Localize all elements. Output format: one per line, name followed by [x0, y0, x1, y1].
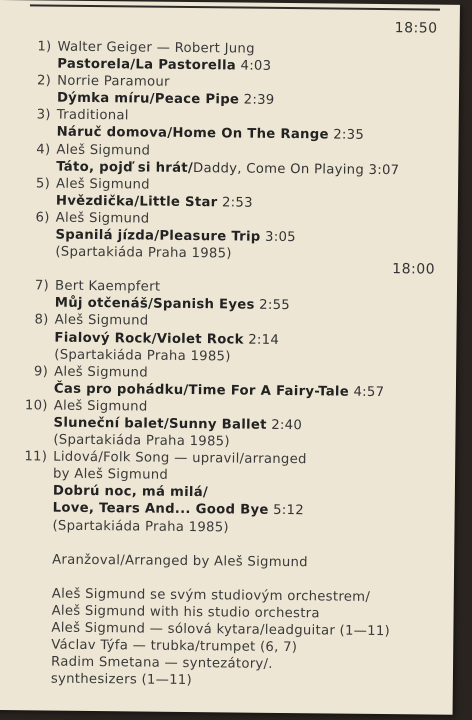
track-title: Dobrú noc, má milá/: [52, 483, 209, 501]
track-title: Můj otčenáš/Spanish Eyes: [54, 295, 255, 313]
track-duration: 2:35: [333, 127, 365, 144]
track-author: Norrie Paramour: [57, 73, 170, 90]
track-number: 5): [35, 176, 51, 192]
track-note: (Spartakiáda Praha 1985): [54, 347, 231, 365]
credit-line: Václav Týfa — trubka/trumpet (6, 7): [51, 637, 298, 656]
track-author: Aleš Sigmund: [55, 210, 150, 227]
track-duration: 2:55: [259, 298, 291, 314]
track-number: 8): [34, 312, 49, 328]
credit-line: Aleš Sigmund — sólová kytara/leadguitar (1—11): [51, 620, 391, 640]
track-number: 3): [36, 107, 51, 123]
track-title: Dýmka míru/Peace Pipe: [56, 90, 240, 108]
track-number: 1): [37, 39, 52, 55]
track-author: Walter Geiger — Robert Jung: [57, 39, 255, 57]
track-title: Sluneční balet/Sunny Ballet: [53, 415, 267, 433]
track-number: 7): [34, 278, 50, 294]
arranged-by: Aranžoval/Arranged by Aleš Sigmund: [52, 552, 308, 570]
track-title-continued: Love, Tears And... Good Bye: [52, 501, 269, 519]
side-a-time: 18:50: [394, 20, 438, 37]
track-number: 9): [33, 364, 49, 380]
track-author: Lidová/Folk Song — upravil/arranged: [53, 449, 307, 468]
credit-line: synthesizers (1—11): [50, 671, 193, 689]
track-duration: 3:05: [264, 229, 296, 246]
track-author: Aleš Sigmund: [54, 312, 149, 329]
track-duration: 2:39: [243, 92, 275, 109]
track-author: Traditional: [56, 107, 129, 124]
track-author: Bert Kaempfert: [54, 278, 161, 295]
track-author: Aleš Sigmund: [56, 142, 151, 159]
track-author: Aleš Sigmund: [55, 176, 150, 193]
track-title: Hvězdička/Little Star: [55, 193, 218, 211]
track-author-continued: by Aleš Sigmund: [52, 466, 169, 484]
track-duration: 5:12: [273, 503, 305, 519]
track-number: 11): [24, 449, 48, 465]
track-duration: 4:03: [240, 58, 272, 74]
track-note: (Spartakiáda Praha 1985): [53, 432, 230, 450]
top-rule: [30, 4, 440, 10]
track-list: [0, 38, 460, 692]
track-title: Spanilá jízda/Pleasure Trip: [55, 227, 261, 245]
track-note: (Spartakiáda Praha 1985): [52, 518, 230, 535]
track-title: Pastorela/La Pastorella: [57, 56, 237, 74]
track-duration: 2:53: [221, 195, 253, 211]
credit-line: Aleš Sigmund se svým studiovým orchestrem/: [51, 586, 371, 605]
track-number: 6): [35, 210, 50, 226]
track-duration: 4:57: [353, 384, 385, 400]
track-duration: 2:40: [271, 417, 303, 434]
track-note: (Spartakiáda Praha 1985): [55, 244, 232, 262]
credit-line: Radim Smetana — syntezátory/.: [50, 654, 273, 672]
side-b-time: 18:00: [392, 261, 436, 278]
track-duration: 3:07: [368, 162, 400, 178]
track-title: Čas pro pohádku/Time For A Fairy-Tale: [53, 381, 350, 400]
track-number: 2): [36, 73, 52, 89]
track-author: Aleš Sigmund: [53, 398, 148, 415]
track-title-english: Daddy, Come On Playing: [192, 160, 365, 178]
credit-line: Aleš Sigmund with his studio orchestra: [51, 603, 320, 622]
track-number: 10): [24, 398, 48, 414]
track-title: Fialový Rock/Violet Rock: [54, 330, 244, 348]
track-author: Aleš Sigmund: [54, 364, 148, 381]
track-title: Náruč domova/Home On The Range: [56, 125, 329, 143]
track-duration: 2:14: [248, 332, 280, 348]
track-title: Táto, pojď si hrát/: [56, 159, 194, 176]
track-number: 4): [36, 141, 51, 158]
